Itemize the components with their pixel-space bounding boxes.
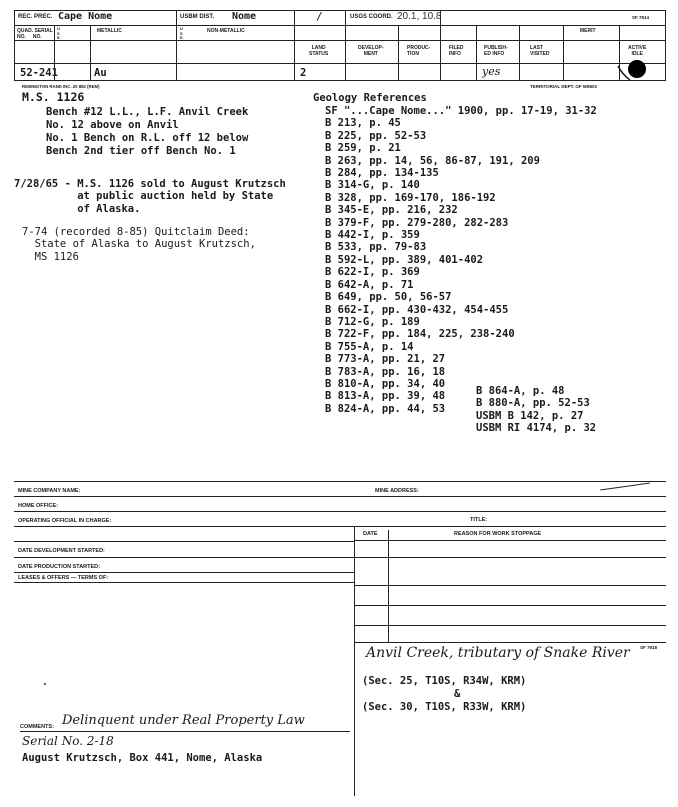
production-label: PRODUC- TION <box>407 45 431 57</box>
comments-handwritten-1: Delinquent under Real Property Law <box>62 713 305 728</box>
location-handwritten: Anvil Creek, tributary of Snake River <box>366 645 630 661</box>
references-title: Geology References <box>313 92 427 104</box>
use-label-2: U S E. <box>180 26 184 40</box>
dev-started-label: DATE DEVELOPMENT STARTED: <box>18 548 105 554</box>
merit-label: MERIT <box>580 28 596 34</box>
mine-company-label: MINE COMPANY NAME: <box>18 488 81 494</box>
reference-line: USBM RI 4174, p. 32 <box>476 422 597 435</box>
comments-handwritten-2: Serial No. 2-18 <box>22 734 114 748</box>
published-info-label: PUBLISH- ED INFO <box>484 45 508 57</box>
usgs-coord-value: 20.1, 10.8 <box>397 11 442 22</box>
metallic-value: Au <box>94 67 107 79</box>
quad-serial-label: QUAD. SERIAL NO. NO. <box>17 28 53 40</box>
reference-line: B 259, p. 21 <box>325 142 401 155</box>
form-number: SF 7914 <box>632 15 650 20</box>
usgs-coord-label: USGS COORD. <box>350 14 393 20</box>
stray-mark <box>44 683 46 685</box>
reference-line: B 649, pp. 50, 56-57 <box>325 291 452 304</box>
section-ampersand: & <box>454 688 461 700</box>
usbm-dist-value: Nome <box>232 11 257 22</box>
comments-typed: August Krutzsch, Box 441, Nome, Alaska <box>22 752 263 764</box>
metallic-label: METALLIC <box>97 28 122 34</box>
reference-line: B 225, pp. 52-53 <box>325 129 427 142</box>
mine-address-label: MINE ADDRESS: <box>375 488 419 494</box>
section-1: (Sec. 25, T10S, R34W, KRM) <box>362 675 527 687</box>
claim-line: No. 12 above on Anvil <box>46 119 179 131</box>
reference-line: B 810-A, pp. 34, 40 <box>325 377 446 390</box>
rec-prec-label: REC. PREC. <box>18 14 53 20</box>
reference-line: B 592-L, pp. 389, 401-402 <box>325 253 484 266</box>
use-label-1: U S E. <box>57 26 61 40</box>
reference-line: B 284, pp. 134-135 <box>325 167 439 180</box>
operating-official-label: OPERATING OFFICIAL IN CHARGE: <box>18 518 112 524</box>
reference-line: SF "...Cape Nome..." 1900, pp. 17-19, 31-32 <box>325 105 597 117</box>
reference-line: B 813-A, pp. 39, 48 <box>325 390 446 403</box>
agency-label: TERRITORIAL DEPT. OF MINES <box>530 84 598 89</box>
filed-info-label: FILED INFO <box>449 45 464 57</box>
reference-line: B 533, pp. 79-83 <box>325 241 427 254</box>
form-number-2: SF 7918 <box>640 645 658 650</box>
mineral-survey-title: M.S. 1126 <box>22 90 85 104</box>
land-status-value: 2 <box>300 67 307 79</box>
reference-line: B 880-A, pp. 52-53 <box>476 397 590 410</box>
last-visited-label: LAST VISITED <box>530 45 550 57</box>
reference-line: B 783-A, pp. 16, 18 <box>325 365 446 378</box>
claim-line: Bench #12 L.L., L.F. Anvil Creek <box>46 106 249 118</box>
deed-note: 7-74 (recorded 8-85) Quitclaim Deed: State of Alaska to August Krutzsch, MS 1126 <box>22 226 256 263</box>
reference-line: B 755-A, p. 14 <box>325 340 414 353</box>
quad-serial-value: 52-241 <box>20 67 58 79</box>
reference-line: B 622-I, p. 369 <box>325 266 420 279</box>
leases-label: LEASES & OFFERS — TERMS OF: <box>18 575 109 581</box>
reference-line: B 662-I, pp. 430-432, 454-455 <box>325 303 509 316</box>
reference-line: B 379-F, pp. 279-280, 282-283 <box>325 216 509 229</box>
reference-line: B 864-A, p. 48 <box>476 385 565 397</box>
active-idle-label: ACTIVE IDLE <box>628 45 647 57</box>
references-list-right <box>476 385 596 435</box>
reference-line: B 642-A, p. 71 <box>325 278 414 291</box>
claim-line: No. 1 Bench on R.L. off 12 below <box>46 132 249 144</box>
development-label: DEVELOP- MENT <box>358 45 384 57</box>
reference-line: B 314-G, p. 140 <box>325 179 420 192</box>
usbm-dist-label: USBM DIST. <box>180 14 215 20</box>
section-2: (Sec. 30, T10S, R33W, KRM) <box>362 701 527 713</box>
reference-line: USBM B 142, p. 27 <box>476 409 584 422</box>
home-office-label: HOME OFFICE: <box>18 503 59 509</box>
published-info-value: yes <box>482 65 501 78</box>
references-list <box>325 105 597 415</box>
date-label: DATE <box>363 531 378 537</box>
sale-note: 7/28/65 - M.S. 1126 sold to August Krutzsch at public auction held by State of Alaska. <box>14 178 286 215</box>
reference-line: B 328, pp. 169-170, 186-192 <box>325 191 496 204</box>
prod-started-label: DATE PRODUCTION STARTED: <box>18 564 100 570</box>
reference-line: B 824-A, pp. 44, 53 <box>325 402 446 415</box>
reference-line: B 263, pp. 14, 56, 86-87, 191, 209 <box>325 154 540 167</box>
reference-line: B 773-A, pp. 21, 27 <box>325 353 446 366</box>
reference-line: B 442-I, p. 359 <box>325 229 420 242</box>
checkmark-stroke <box>616 58 640 82</box>
title-label: TITLE: <box>470 517 488 523</box>
claim-line: Bench 2nd tier off Bench No. 1 <box>46 145 236 157</box>
reference-line: B 722-F, pp. 184, 225, 238-240 <box>325 328 515 341</box>
land-status-label: LAND STATUS <box>309 45 329 57</box>
reference-line: B 345-E, pp. 216, 232 <box>325 204 458 217</box>
reason-label: REASON FOR WORK STOPPAGE <box>454 531 542 537</box>
rec-prec-value: Cape Nome <box>58 11 113 22</box>
reference-line: B 712-G, p. 189 <box>325 315 420 328</box>
slash-mark: / <box>316 10 323 23</box>
nonmetallic-label: NON-METALLIC <box>207 28 245 34</box>
comments-label: COMMENTS: <box>20 724 54 730</box>
printer-note: REMINGTON RAND INC. 20 882 (REM) <box>22 84 100 89</box>
reference-line: B 213, p. 45 <box>325 117 401 130</box>
